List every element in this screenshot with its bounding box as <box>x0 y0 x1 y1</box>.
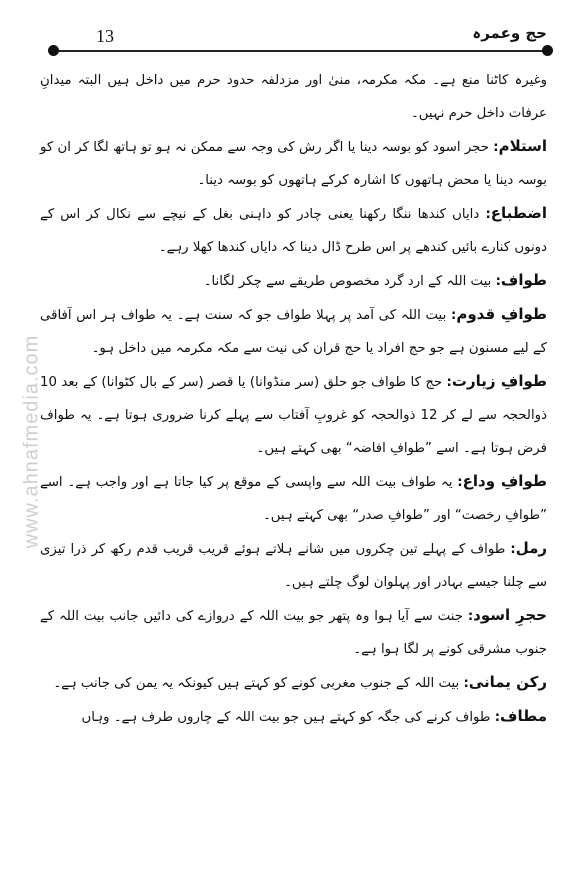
glossary-term: استلام <box>498 137 547 155</box>
glossary-definition: بیت اللہ کے جنوب مغربی کونے کو کہتے ہیں کیونکہ یہ یمن کی جانب ہے۔ <box>53 676 460 691</box>
glossary-term: طوافِ قدوم <box>456 305 548 323</box>
glossary-term: طواف <box>500 271 547 289</box>
glossary-definition: طواف کرنے کی جگہ کو کہتے ہیں جو بیت اللہ کے چاروں طرف ہے۔ وہاں <box>81 710 491 725</box>
header-rule <box>56 50 545 52</box>
glossary-definition: یہ طواف بیت اللہ سے واپسی کے موقع پر کیا جاتا ہے اور واجب ہے۔ اسے ”طوافِ رخصت“ اور ”طوافِ صدر“ بھی کہتے ہیں۔ <box>40 475 547 523</box>
page-number: 13 <box>96 26 114 46</box>
glossary-entry: رکن یمانی: بیت اللہ کے جنوب مغربی کونے کو کہتے ہیں کیونکہ یہ یمن کی جانب ہے۔ <box>53 673 547 691</box>
glossary-term: طوافِ وداع <box>462 472 547 490</box>
book-title: حج وعمرہ <box>472 24 547 42</box>
glossary-entry: طوافِ زیارت: حج کا طواف جو حلق (سر منڈوانا) یا قصر (سر کے بال کٹوانا) کے بعد 10 ذوالحجہ سے لے کر 12 ذوالحجہ کو غروبِ آفتاب سے پہلے کرنا ضروری ہوتا ہے۔ یہ طواف فرض ہوتا ہے۔ اسے ”طوافِ افاضہ“ بھی کہتے ہیں۔ <box>40 372 547 456</box>
page-header <box>48 24 553 58</box>
glossary-definition: جنت سے آیا ہوا وہ پتھر جو بیت اللہ کے دروازے کی دائیں جانب بیت اللہ کے جنوب مشرقی کونے پر لگا ہوا ہے۔ <box>40 609 547 657</box>
glossary-entry: اضطباع: دایاں کندھا ننگا رکھنا یعنی چادر کو داہنی بغل کے نیچے سے نکال کر اس کے دونوں کنارے بائیں کندھے پر اس طرح ڈال دینا کہ دایاں کندھا کھلا رہے۔ <box>40 204 548 255</box>
glossary-entry: مطاف: طواف کرنے کی جگہ کو کہتے ہیں جو بیت اللہ کے چاروں طرف ہے۔ وہاں <box>81 707 547 725</box>
glossary-term: اضطباع <box>490 204 548 222</box>
header-rule-right-dot <box>542 45 553 56</box>
glossary-body <box>40 64 547 734</box>
glossary-entry: استلام: حجر اسود کو بوسہ دینا یا اگر رش کی وجہ سے ممکن نہ ہو تو ہاتھ لگا کر ان کو بوسہ دینا یا محض ہاتھوں کا اشارہ کرکے ہاتھوں کو بوسہ دینا۔ <box>40 137 547 188</box>
glossary-definition: حج کا طواف جو حلق (سر منڈوانا) یا قصر (سر کے بال کٹوانا) کے بعد 10 ذوالحجہ سے لے کر 12 ذوالحجہ کو غروبِ آفتاب سے پہلے کرنا ضروری ہوتا ہے۔ یہ طواف فرض ہوتا ہے۔ اسے ”طوافِ افاضہ“ بھی کہتے ہیں۔ <box>40 375 547 456</box>
glossary-term: رکن یمانی <box>468 673 547 691</box>
glossary-term: مطاف <box>500 707 547 725</box>
glossary-entry: طوافِ قدوم: بیت اللہ کی آمد پر پہلا طواف جو کہ سنت ہے۔ یہ طواف ہر اس آفاقی کے لیے مسنون ہے جو حج افراد یا حج قران کی نیت سے مکہ مکرمہ میں داخل ہو۔ <box>40 305 548 356</box>
header-rule-left-dot <box>48 45 59 56</box>
glossary-term: طوافِ زیارت <box>451 372 547 390</box>
glossary-definition: حجر اسود کو بوسہ دینا یا اگر رش کی وجہ سے ممکن نہ ہو تو ہاتھ لگا کر ان کو بوسہ دینا یا محض ہاتھوں کا اشارہ کرکے ہاتھوں کو بوسہ دینا۔ <box>40 140 547 188</box>
glossary-definition: دایاں کندھا ننگا رکھنا یعنی چادر کو داہنی بغل کے نیچے سے نکال کر اس کے دونوں کنارے بائیں کندھے پر اس طرح ڈال دینا کہ دایاں کندھا کھلا رہے۔ <box>40 207 547 255</box>
glossary-entry: حجرِ اسود: جنت سے آیا ہوا وہ پتھر جو بیت اللہ کے دروازے کی دائیں جانب بیت اللہ کے جنوب مشرقی کونے پر لگا ہوا ہے۔ <box>40 606 547 657</box>
glossary-entry: طواف: بیت اللہ کے ارد گرد مخصوص طریقے سے چکر لگانا۔ <box>203 271 547 289</box>
glossary-term: حجرِ اسود <box>473 606 547 624</box>
glossary-entry: طوافِ وداع: یہ طواف بیت اللہ سے واپسی کے موقع پر کیا جاتا ہے اور واجب ہے۔ اسے ”طوافِ رخصت“ اور ”طوافِ صدر“ بھی کہتے ہیں۔ <box>40 472 547 523</box>
glossary-term: رمل <box>515 539 547 557</box>
glossary-entry: رمل: طواف کے پہلے تین چکروں میں شانے ہلاتے ہوئے قریب قریب قدم رکھ کر ذرا تیزی سے چلنا جیسے بہادر اور پہلوان لوگ چلتے ہیں۔ <box>40 539 547 590</box>
glossary-definition: طواف کے پہلے تین چکروں میں شانے ہلاتے ہوئے قریب قریب قدم رکھ کر ذرا تیزی سے چلنا جیسے بہادر اور پہلوان لوگ چلتے ہیں۔ <box>40 542 547 590</box>
glossary-definition: بیت اللہ کے ارد گرد مخصوص طریقے سے چکر لگانا۔ <box>203 274 492 289</box>
website-watermark: www.ahnafmedia.com <box>20 334 43 549</box>
glossary-definition: بیت اللہ کی آمد پر پہلا طواف جو کہ سنت ہے۔ یہ طواف ہر اس آفاقی کے لیے مسنون ہے جو حج افراد یا حج قران کی نیت سے مکہ مکرمہ میں داخل ہو۔ <box>40 308 547 356</box>
intro-paragraph: وغیرہ کاٹنا منع ہے۔ مکہ مکرمہ، منیٰ اور مزدلفہ حدود حرم میں داخل ہیں البتہ میدانِ عرفات داخل حرم نہیں۔ <box>40 73 547 121</box>
